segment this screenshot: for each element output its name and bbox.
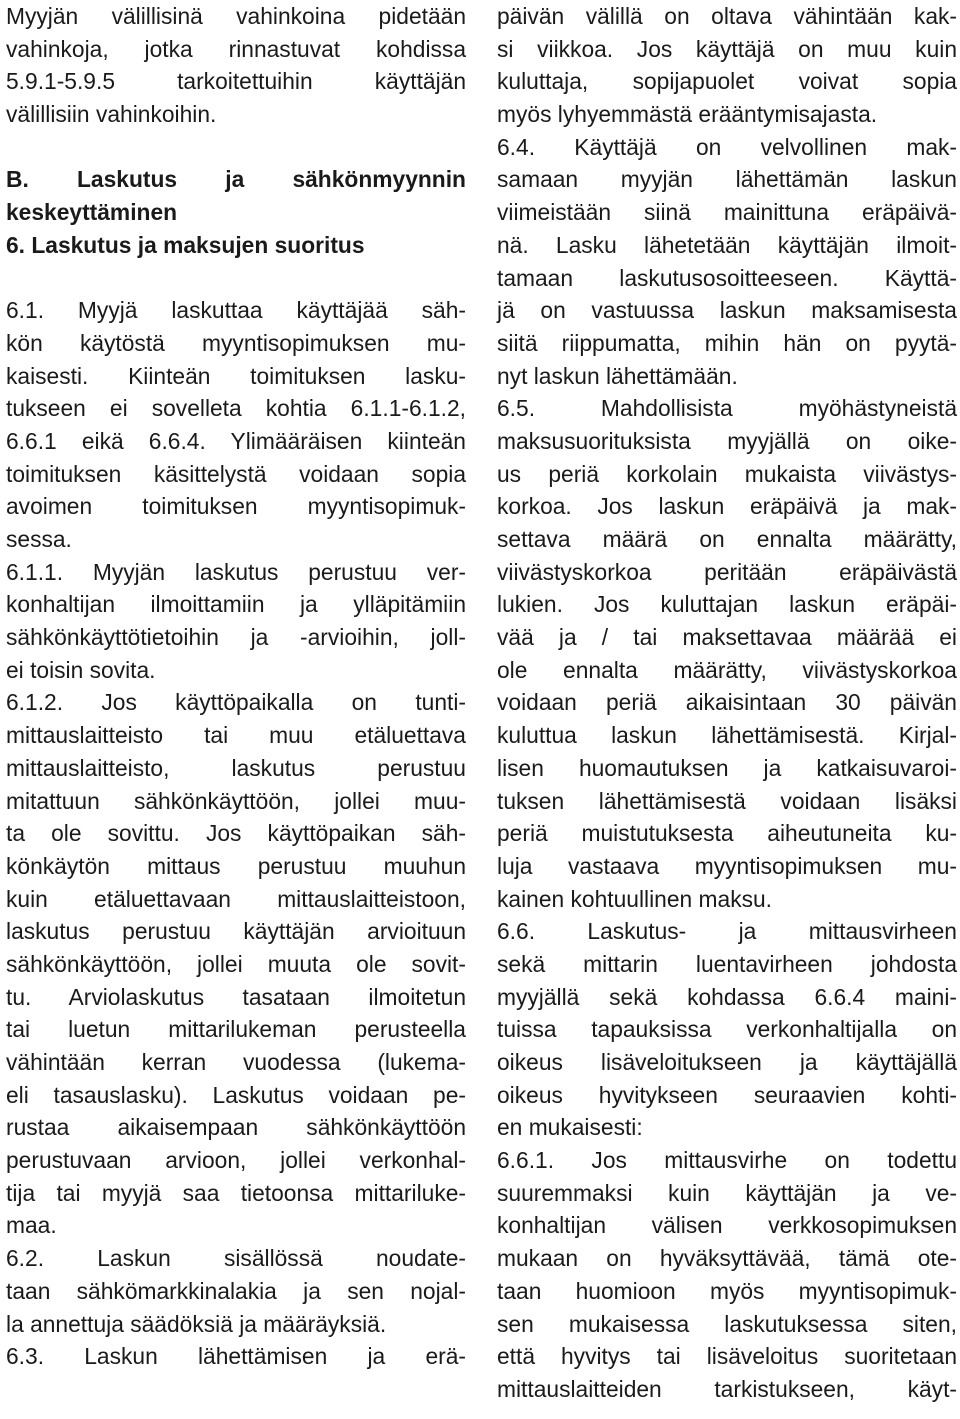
text-line: taan sähkömarkkinalakia ja sen nojal- [6, 1277, 466, 1304]
text-line: 6.6.1 eikä 6.6.4. Ylimääräisen kiinteän [6, 427, 466, 454]
text-line: ole ennalta määrätty, viivästyskorkoa [497, 656, 957, 683]
text-line: voidaan periä aikaisintaan 30 päivän [497, 689, 957, 716]
text-line: nyt laskun lähettämään. [497, 362, 738, 389]
text-line: 6.3. Laskun lähettämisen ja erä- [6, 1343, 466, 1370]
text-line: jä on vastuussa laskun maksamisesta [497, 297, 957, 324]
text-line: sen mukaisessa laskutuksessa siten, [497, 1310, 957, 1337]
text-line: rustaa aikaisempaan sähkönkäyttöön [6, 1114, 466, 1141]
text-line: sähkönkäyttötietoihin ja -arvioihin, joll- [6, 624, 466, 651]
text-line: mukaan on hyväksyttävää, tämä ote- [497, 1245, 957, 1272]
text-line: avoimen toimituksen myyntisopimuk- [6, 493, 466, 520]
text-line: si viikkoa. Jos käyttäjä on muu kuin [497, 35, 957, 62]
text-line: myös lyhyemmästä erääntymisajasta. [497, 101, 878, 128]
text-line: vähintään kerran vuodessa (lukema- [6, 1049, 466, 1075]
text-line: maksusuorituksista myyjällä on oike- [497, 427, 957, 454]
text-line: tija tai myyjä saa tietoonsa mittariluke- [6, 1179, 466, 1206]
text-line: 5.9.1-5.9.5 tarkoitettuihin käyttäjän [6, 68, 466, 95]
section-heading-line: 6. Laskutus ja maksujen suoritus [6, 231, 365, 258]
text-line: konhaltijan ilmoittamiin ja ylläpitämiin [6, 591, 466, 618]
text-line: mittauslaitteisto, laskutus perustuu [6, 754, 466, 781]
text-line: kainen kohtuullinen maksu. [497, 885, 772, 912]
text-line: ei toisin sovita. [6, 656, 156, 683]
text-line: lisen huomautuksen ja katkaisuvaroi- [497, 754, 957, 781]
text-line: toimituksen käsittelystä voidaan sopia [6, 460, 466, 487]
text-line: nä. Lasku lähetetään käyttäjän ilmoit- [497, 231, 957, 258]
text-line: vää ja / tai maksettavaa määrää ei [497, 624, 957, 651]
text-line: että hyvitys tai lisäveloitus suoritetaan [497, 1343, 957, 1370]
text-line: 6.4. Käyttäjä on velvollinen mak- [497, 133, 957, 160]
text-line: laskutus perustuu käyttäjän arvioituun [6, 918, 466, 945]
text-line: perustuvaan arvioon, jollei verkonhal- [6, 1147, 466, 1174]
text-line: samaan myyjän lähettämän laskun [497, 166, 957, 193]
text-line: oikeus hyvitykseen seuraavien kohti- [497, 1081, 957, 1108]
text-line: könkäytön mittaus perustuu muuhun [6, 852, 466, 879]
text-line: päivän välillä on oltava vähintään kak- [497, 3, 957, 29]
text-line: mittauslaitteisto tai muu etäluettava [6, 722, 466, 749]
text-line: sessa. [6, 526, 72, 552]
text-line: tamaan laskutusosoitteeseen. Käyttä- [497, 264, 957, 291]
text-line: mittauslaitteiden tarkistukseen, käyt- [497, 1375, 957, 1402]
text-line: eli tasauslasku). Laskutus voidaan pe- [6, 1081, 466, 1108]
text-line: 6.2. Laskun sisällössä noudate- [6, 1245, 466, 1272]
text-line: välillisiin vahinkoihin. [6, 101, 217, 128]
text-line: oikeus lisäveloitukseen ja käyttäjällä [497, 1049, 957, 1075]
text-line: sekä mittarin luentavirheen johdosta [497, 950, 957, 977]
text-line: settava määrä on ennalta määrätty, [497, 526, 957, 552]
left-column [6, 0, 466, 1373]
text-line: konhaltijan välisen verkkosopimuksen [497, 1212, 957, 1239]
text-line: 6.5. Mahdollisista myöhästyneistä [497, 395, 957, 422]
text-line: mitattuun sähkönkäyttöön, jollei muu- [6, 787, 466, 814]
paragraph-gap [6, 262, 466, 295]
text-line: kaisesti. Kiinteän toimituksen lasku- [6, 362, 466, 389]
text-line: tuissa tapauksissa verkonhaltijalla on [497, 1016, 957, 1043]
text-line: kuluttua laskun lähettämisestä. Kirjal- [497, 722, 957, 749]
text-line: viivästyskorkoa peritään eräpäivästä [497, 558, 957, 585]
section-heading-line: keskeyttäminen [6, 199, 178, 226]
text-line: vahinkoja, jotka rinnastuvat kohdissa [6, 35, 466, 62]
text-line: 6.6. Laskutus- ja mittausvirheen [497, 918, 957, 945]
text-line: 6.6.1. Jos mittausvirhe on todettu [497, 1147, 957, 1174]
text-line: kuluttaja, sopijapuolet voivat sopia [497, 68, 957, 95]
text-line: 6.1.1. Myyjän laskutus perustuu ver- [6, 558, 466, 585]
text-line: myyjällä sekä kohdassa 6.6.4 maini- [497, 983, 957, 1010]
text-line: suuremmaksi kuin käyttäjän ja ve- [497, 1179, 957, 1206]
text-line: periä muistutuksesta aiheutuneita ku- [497, 820, 957, 847]
text-line: siitä riippumatta, mihin hän on pyytä- [497, 329, 957, 356]
right-column [497, 0, 957, 1406]
text-line: 6.1.2. Jos käyttöpaikalla on tunti- [6, 689, 466, 716]
text-line: tuksen lähettämisestä voidaan lisäksi [497, 787, 957, 814]
text-line: viimeistään siinä mainittuna eräpäivä- [497, 199, 957, 226]
text-line: tai luetun mittarilukeman perusteella [6, 1016, 466, 1043]
text-line: luja vastaava myyntisopimuksen mu- [497, 852, 957, 879]
text-line: korkoa. Jos laskun eräpäivä ja mak- [497, 493, 957, 520]
text-line: lukien. Jos kuluttajan laskun eräpäi- [497, 591, 957, 618]
text-line: sähkönkäyttöön, jollei muuta ole sovit- [6, 950, 466, 977]
text-line: tu. Arviolaskutus tasataan ilmoitetun [6, 983, 466, 1010]
text-line: tukseen ei sovelleta kohtia 6.1.1-6.1.2, [6, 395, 466, 422]
text-line: kön käytöstä myyntisopimuksen mu- [6, 329, 466, 356]
paragraph-gap [6, 131, 466, 164]
text-line: en mukaisesti: [497, 1114, 643, 1141]
text-line: la annettuja säädöksiä ja määräyksiä. [6, 1310, 387, 1337]
text-line: us periä korkolain mukaista viivästys- [497, 460, 957, 487]
text-line: ta ole sovittu. Jos käyttöpaikan säh- [6, 820, 466, 847]
section-heading-line: B. Laskutus ja sähkönmyynnin [6, 166, 466, 193]
text-line: 6.1. Myyjä laskuttaa käyttäjää säh- [6, 297, 466, 324]
text-line: taan huomioon myös myyntisopimuk- [497, 1277, 957, 1304]
text-line: kuin etäluettavaan mittauslaitteistoon, [6, 885, 466, 912]
text-line: Myyjän välillisinä vahinkoina pidetään [6, 3, 466, 29]
text-line: maa. [6, 1212, 57, 1239]
